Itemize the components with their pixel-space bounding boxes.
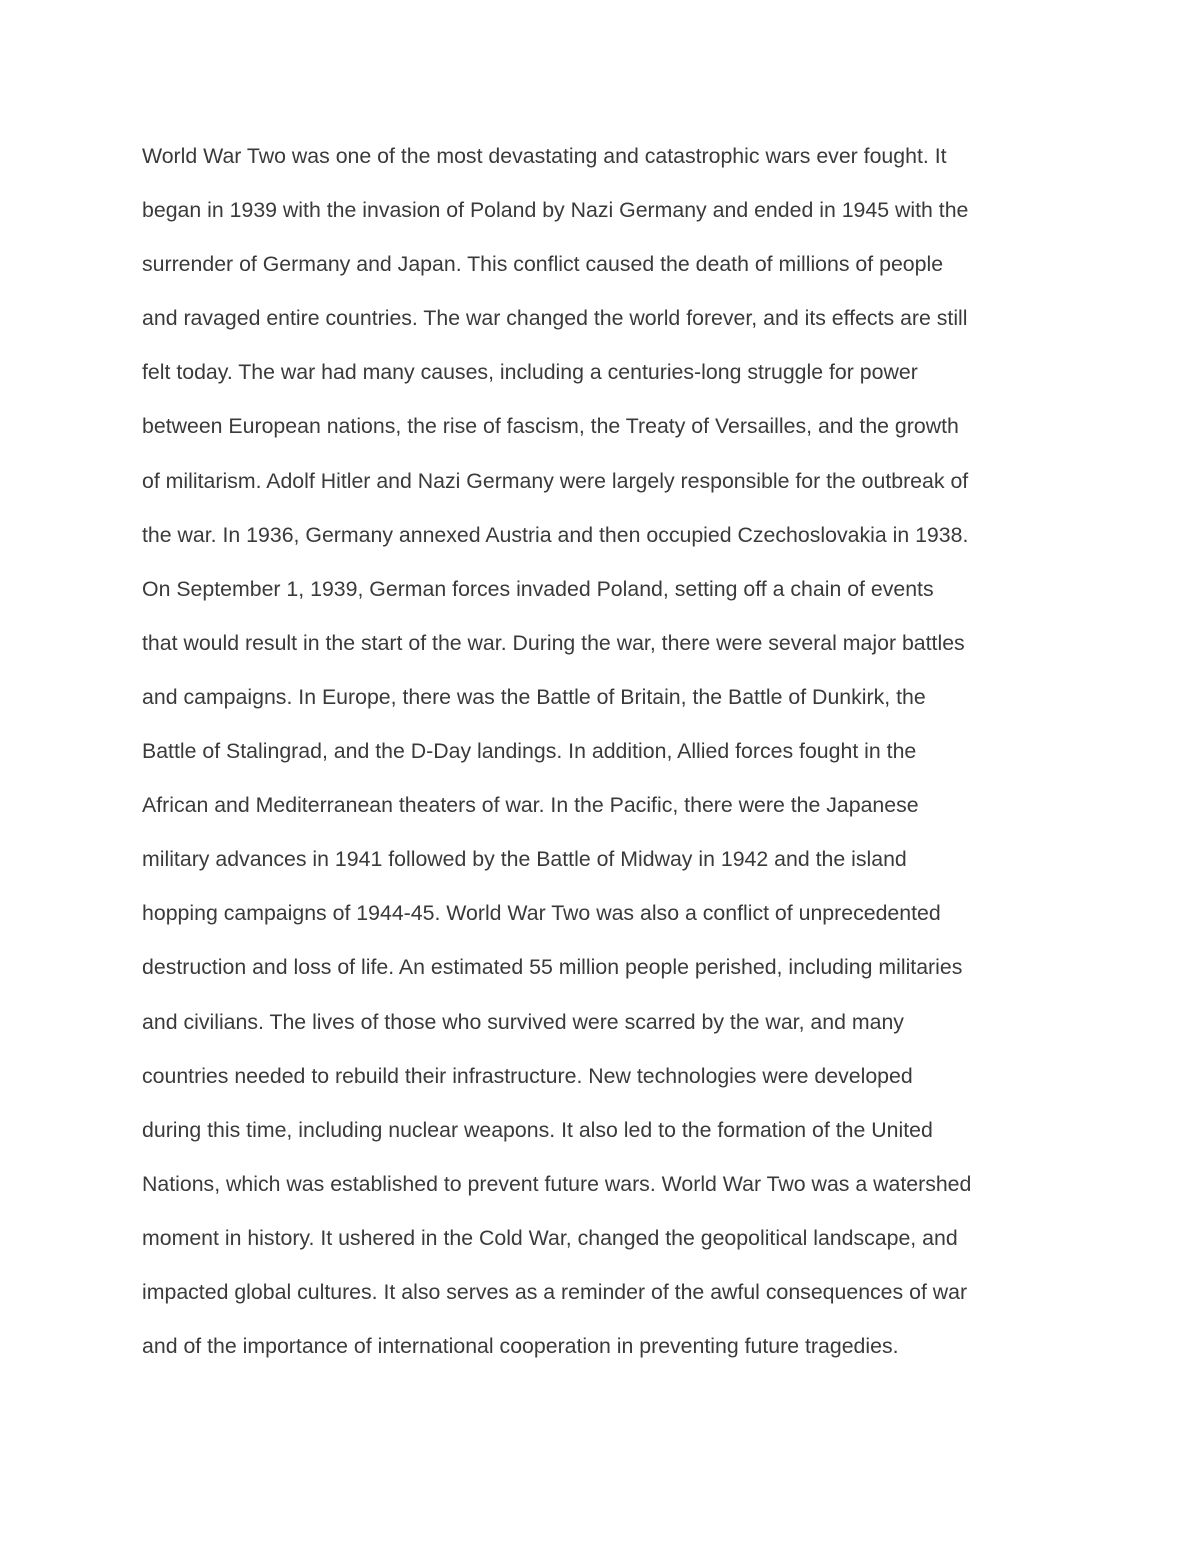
paragraph-line: African and Mediterranean theaters of war. In the Pacific, there were the Japanese (142, 793, 919, 818)
paragraph-line: and campaigns. In Europe, there was the Battle of Britain, the Battle of Dunkirk, the (142, 684, 926, 709)
paragraph-line: destruction and loss of life. An estimated 55 million people perished, including militaries (142, 955, 963, 980)
paragraph-line: impacted global cultures. It also serves as a reminder of the awful consequences of war (142, 1279, 968, 1304)
paragraph-line: moment in history. It ushered in the Cold War, changed the geopolitical landscape, and (142, 1225, 958, 1250)
paragraph-line: Battle of Stalingrad, and the D-Day landings. In addition, Allied forces fought in the (142, 739, 917, 764)
paragraph-line: that would result in the start of the war. During the war, there were several major battles (142, 630, 965, 655)
paragraph-line: On September 1, 1939, German forces invaded Poland, setting off a chain of events (142, 576, 934, 601)
paragraph-line: began in 1939 with the invasion of Poland by Nazi Germany and ended in 1945 with the (142, 198, 969, 223)
paragraph-line: felt today. The war had many causes, including a centuries-long struggle for power (142, 360, 918, 385)
paragraph-line: surrender of Germany and Japan. This conflict caused the death of millions of people (142, 252, 944, 277)
paragraph-line: and ravaged entire countries. The war changed the world forever, and its effects are still (142, 306, 968, 331)
paragraph-line: hopping campaigns of 1944-45. World War Two was also a conflict of unprecedented (142, 901, 941, 926)
paragraph-line: military advances in 1941 followed by the Battle of Midway in 1942 and the island (142, 847, 907, 872)
paragraph-line: the war. In 1936, Germany annexed Austria and then occupied Czechoslovakia in 1938. (142, 522, 969, 547)
paragraph-line: World War Two was one of the most devastating and catastrophic wars ever fought. It (142, 144, 947, 168)
paragraph-line: of militarism. Adolf Hitler and Nazi Germany were largely responsible for the outbreak of (142, 468, 969, 493)
essay-paragraph (142, 140, 1082, 1384)
paragraph-line: during this time, including nuclear weapons. It also led to the formation of the United (142, 1117, 933, 1142)
paragraph-line: and civilians. The lives of those who survived were scarred by the war, and many (142, 1009, 904, 1034)
paragraph-line: between European nations, the rise of fascism, the Treaty of Versailles, and the growth (142, 414, 959, 439)
paragraph-line: Nations, which was established to prevent future wars. World War Two was a watershed (142, 1171, 972, 1196)
paragraph-line: and of the importance of international cooperation in preventing future tragedies. (142, 1334, 899, 1359)
paragraph-line: countries needed to rebuild their infrastructure. New technologies were developed (142, 1063, 913, 1088)
